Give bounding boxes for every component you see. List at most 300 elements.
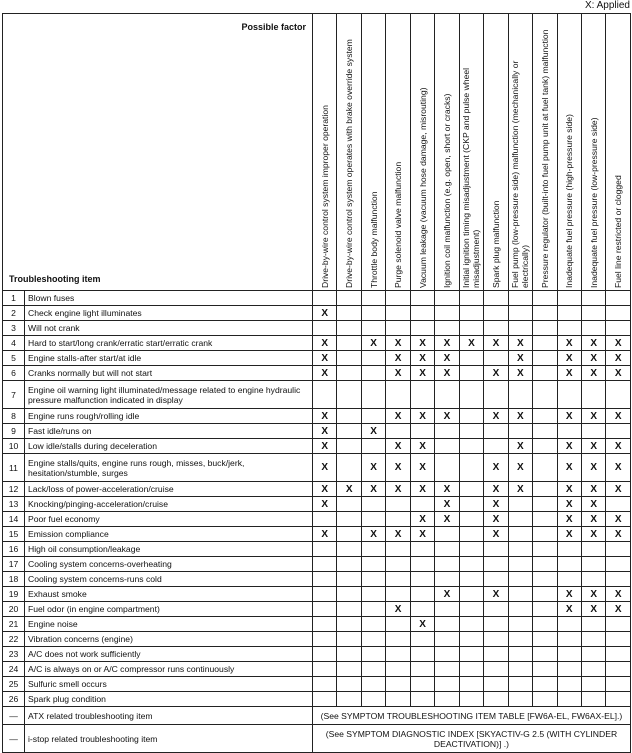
mark-cell: X <box>484 409 508 424</box>
mark-cell <box>361 557 385 572</box>
mark-cell <box>361 572 385 587</box>
mark-cell <box>459 587 483 602</box>
mark-cell <box>337 647 361 662</box>
row-number: 21 <box>3 617 25 632</box>
mark-cell <box>337 692 361 707</box>
mark-cell: X <box>386 409 410 424</box>
mark-cell <box>410 677 434 692</box>
mark-cell <box>361 497 385 512</box>
table-row <box>3 424 631 439</box>
mark-cell <box>606 677 630 692</box>
mark-cell: X <box>508 439 532 454</box>
mark-cell <box>484 424 508 439</box>
mark-cell <box>361 321 385 336</box>
mark-cell <box>557 572 581 587</box>
mark-cell <box>557 291 581 306</box>
table-row <box>3 439 631 454</box>
factor-label: Pressure regulator (built-into fuel pump unit at fuel tank) malfunction <box>539 29 550 288</box>
mark-cell: X <box>484 512 508 527</box>
table-row <box>3 557 631 572</box>
factor-label: Initial ignition timing misadjustment (CKP and pulse wheel misadjustment) <box>461 67 482 288</box>
troubleshooting-item-label: Troubleshooting item <box>9 274 101 284</box>
mark-cell <box>508 572 532 587</box>
mark-cell <box>508 497 532 512</box>
row-item: Low idle/stalls during deceleration <box>25 439 313 454</box>
mark-cell <box>459 381 483 409</box>
row-item: Engine noise <box>25 617 313 632</box>
mark-cell: X <box>557 439 581 454</box>
mark-cell: X <box>606 482 630 497</box>
mark-cell: X <box>410 512 434 527</box>
mark-cell <box>361 409 385 424</box>
mark-cell <box>361 512 385 527</box>
mark-cell: X <box>435 366 459 381</box>
mark-cell <box>606 662 630 677</box>
mark-cell <box>361 647 385 662</box>
mark-cell: X <box>386 527 410 542</box>
mark-cell <box>533 454 557 482</box>
mark-cell <box>508 602 532 617</box>
mark-cell <box>361 662 385 677</box>
mark-cell: X <box>606 351 630 366</box>
row-number: 11 <box>3 454 25 482</box>
mark-cell <box>337 439 361 454</box>
table-row <box>3 602 631 617</box>
mark-cell <box>484 291 508 306</box>
factor-label: Spark plug malfunction <box>490 200 501 288</box>
factor-label: Fuel line restricted or clogged <box>613 175 624 288</box>
factor-header <box>435 14 459 291</box>
mark-cell <box>435 647 459 662</box>
mark-cell: X <box>313 439 337 454</box>
mark-cell: X <box>386 602 410 617</box>
mark-cell: X <box>508 366 532 381</box>
row-number: 25 <box>3 677 25 692</box>
mark-cell <box>508 321 532 336</box>
mark-cell: X <box>606 454 630 482</box>
mark-cell <box>508 647 532 662</box>
mark-cell <box>337 512 361 527</box>
mark-cell <box>581 542 605 557</box>
mark-cell: X <box>581 439 605 454</box>
mark-cell <box>386 632 410 647</box>
mark-cell <box>533 527 557 542</box>
factor-label: Inadequate fuel pressure (high-pressure side) <box>564 114 575 288</box>
mark-cell: X <box>557 482 581 497</box>
mark-cell <box>557 662 581 677</box>
factor-header <box>533 14 557 291</box>
mark-cell: X <box>410 527 434 542</box>
mark-cell: X <box>557 602 581 617</box>
row-number: 6 <box>3 366 25 381</box>
mark-cell <box>410 602 434 617</box>
mark-cell <box>533 306 557 321</box>
mark-cell <box>313 692 337 707</box>
mark-cell <box>386 512 410 527</box>
mark-cell: X <box>361 454 385 482</box>
table-row <box>3 527 631 542</box>
mark-cell <box>337 336 361 351</box>
mark-cell <box>313 321 337 336</box>
mark-cell <box>484 632 508 647</box>
mark-cell <box>435 557 459 572</box>
row-item: Vibration concerns (engine) <box>25 632 313 647</box>
mark-cell: X <box>313 351 337 366</box>
mark-cell <box>459 306 483 321</box>
mark-cell: X <box>410 454 434 482</box>
factor-header <box>606 14 630 291</box>
mark-cell: X <box>410 351 434 366</box>
factor-label: Purge solenoid valve malfunction <box>393 161 404 288</box>
mark-cell <box>557 321 581 336</box>
mark-cell: X <box>484 497 508 512</box>
mark-cell <box>533 366 557 381</box>
header-corner <box>3 14 313 291</box>
see-reference-link[interactable]: (See SYMPTOM TROUBLESHOOTING ITEM TABLE [FW6A-EL, FW6AX-EL].) <box>313 707 631 725</box>
mark-cell <box>361 587 385 602</box>
mark-cell <box>557 692 581 707</box>
troubleshooting-table-wrapper <box>2 13 631 753</box>
possible-factor-label: Possible factor <box>241 22 306 32</box>
table-row <box>3 497 631 512</box>
mark-cell <box>484 647 508 662</box>
troubleshooting-table <box>2 13 631 753</box>
mark-cell: X <box>361 336 385 351</box>
mark-cell <box>533 542 557 557</box>
mark-cell <box>508 291 532 306</box>
mark-cell <box>581 647 605 662</box>
factor-header <box>581 14 605 291</box>
row-number: — <box>3 725 25 753</box>
row-item: Fuel odor (in engine compartment) <box>25 602 313 617</box>
mark-cell <box>410 587 434 602</box>
table-row <box>3 291 631 306</box>
mark-cell <box>606 557 630 572</box>
mark-cell <box>386 677 410 692</box>
mark-cell: X <box>581 336 605 351</box>
mark-cell <box>435 306 459 321</box>
mark-cell: X <box>386 482 410 497</box>
row-number: 7 <box>3 381 25 409</box>
mark-cell <box>581 306 605 321</box>
mark-cell <box>313 617 337 632</box>
mark-cell: X <box>313 336 337 351</box>
table-row <box>3 572 631 587</box>
mark-cell: X <box>484 482 508 497</box>
mark-cell <box>337 306 361 321</box>
mark-cell: X <box>337 482 361 497</box>
table-row <box>3 381 631 409</box>
mark-cell <box>410 572 434 587</box>
mark-cell <box>435 602 459 617</box>
mark-cell <box>410 321 434 336</box>
mark-cell <box>361 602 385 617</box>
mark-cell <box>606 617 630 632</box>
mark-cell: X <box>557 527 581 542</box>
reference-row <box>3 725 631 753</box>
mark-cell <box>508 512 532 527</box>
mark-cell <box>313 677 337 692</box>
mark-cell <box>337 366 361 381</box>
mark-cell <box>410 306 434 321</box>
row-item: Blown fuses <box>25 291 313 306</box>
table-row <box>3 351 631 366</box>
mark-cell <box>361 692 385 707</box>
mark-cell <box>313 542 337 557</box>
mark-cell <box>606 321 630 336</box>
mark-cell <box>484 542 508 557</box>
mark-cell <box>508 632 532 647</box>
mark-cell: X <box>435 587 459 602</box>
mark-cell: X <box>361 527 385 542</box>
table-row <box>3 692 631 707</box>
mark-cell <box>557 617 581 632</box>
mark-cell <box>459 424 483 439</box>
legend-applied: X: Applied <box>584 0 630 11</box>
mark-cell <box>508 677 532 692</box>
table-row <box>3 512 631 527</box>
mark-cell: X <box>606 527 630 542</box>
row-item: Cranks normally but will not start <box>25 366 313 381</box>
mark-cell <box>459 497 483 512</box>
mark-cell <box>606 647 630 662</box>
mark-cell: X <box>581 512 605 527</box>
mark-cell <box>361 542 385 557</box>
table-row <box>3 321 631 336</box>
table-row <box>3 542 631 557</box>
mark-cell <box>337 632 361 647</box>
mark-cell <box>557 424 581 439</box>
factor-header <box>337 14 361 291</box>
mark-cell: X <box>410 336 434 351</box>
mark-cell <box>435 381 459 409</box>
mark-cell <box>533 557 557 572</box>
mark-cell <box>459 366 483 381</box>
row-number: 3 <box>3 321 25 336</box>
mark-cell: X <box>606 512 630 527</box>
table-row <box>3 587 631 602</box>
mark-cell <box>435 291 459 306</box>
mark-cell <box>581 692 605 707</box>
mark-cell <box>435 527 459 542</box>
row-number: 19 <box>3 587 25 602</box>
mark-cell <box>410 692 434 707</box>
row-item: Cooling system concerns-overheating <box>25 557 313 572</box>
table-row <box>3 662 631 677</box>
mark-cell: X <box>386 366 410 381</box>
factor-label: Vacuum leakage (vacuum hose damage, misrouting) <box>417 87 428 288</box>
mark-cell <box>459 527 483 542</box>
mark-cell <box>508 527 532 542</box>
mark-cell: X <box>581 366 605 381</box>
mark-cell <box>361 439 385 454</box>
mark-cell <box>410 557 434 572</box>
mark-cell: X <box>313 366 337 381</box>
mark-cell: X <box>313 454 337 482</box>
factor-header <box>361 14 385 291</box>
mark-cell: X <box>435 409 459 424</box>
row-item: Engine oil warning light illuminated/message related to engine hydraulic pressure malfunction indicated in display <box>25 381 313 409</box>
mark-cell <box>606 424 630 439</box>
mark-cell <box>508 424 532 439</box>
mark-cell <box>410 424 434 439</box>
row-item: Check engine light illuminates <box>25 306 313 321</box>
mark-cell: X <box>557 351 581 366</box>
row-number: 26 <box>3 692 25 707</box>
mark-cell <box>386 321 410 336</box>
mark-cell: X <box>361 424 385 439</box>
mark-cell: X <box>435 497 459 512</box>
mark-cell: X <box>508 454 532 482</box>
mark-cell <box>337 662 361 677</box>
mark-cell <box>606 497 630 512</box>
mark-cell: X <box>410 617 434 632</box>
mark-cell <box>313 291 337 306</box>
row-item: Poor fuel economy <box>25 512 313 527</box>
mark-cell: X <box>435 336 459 351</box>
factor-label: Fuel pump (low-pressure side) malfunction (mechanically or electrically) <box>510 60 531 288</box>
mark-cell: X <box>606 587 630 602</box>
mark-cell <box>435 439 459 454</box>
row-number: 22 <box>3 632 25 647</box>
row-item: Hard to start/long crank/erratic start/erratic crank <box>25 336 313 351</box>
mark-cell <box>484 306 508 321</box>
row-item: High oil consumption/leakage <box>25 542 313 557</box>
row-item: A/C does not work sufficiently <box>25 647 313 662</box>
mark-cell: X <box>386 336 410 351</box>
mark-cell <box>435 321 459 336</box>
table-row <box>3 454 631 482</box>
mark-cell <box>581 291 605 306</box>
mark-cell <box>533 336 557 351</box>
mark-cell <box>581 381 605 409</box>
mark-cell <box>459 677 483 692</box>
mark-cell: X <box>581 482 605 497</box>
mark-cell: X <box>313 424 337 439</box>
mark-cell <box>435 632 459 647</box>
mark-cell <box>313 572 337 587</box>
mark-cell: X <box>581 454 605 482</box>
mark-cell <box>386 617 410 632</box>
mark-cell <box>508 381 532 409</box>
mark-cell <box>557 542 581 557</box>
mark-cell <box>484 677 508 692</box>
mark-cell: X <box>581 409 605 424</box>
mark-cell <box>606 291 630 306</box>
mark-cell <box>410 291 434 306</box>
mark-cell <box>361 291 385 306</box>
table-row <box>3 677 631 692</box>
mark-cell <box>313 632 337 647</box>
row-number: 1 <box>3 291 25 306</box>
mark-cell: X <box>508 482 532 497</box>
mark-cell: X <box>508 351 532 366</box>
mark-cell <box>533 439 557 454</box>
mark-cell: X <box>484 587 508 602</box>
row-number: 13 <box>3 497 25 512</box>
mark-cell <box>484 662 508 677</box>
row-number: 18 <box>3 572 25 587</box>
row-number: 14 <box>3 512 25 527</box>
mark-cell <box>606 306 630 321</box>
mark-cell: X <box>410 366 434 381</box>
mark-cell: X <box>557 336 581 351</box>
mark-cell <box>508 617 532 632</box>
mark-cell <box>337 351 361 366</box>
row-item: ATX related troubleshooting item <box>25 707 313 725</box>
mark-cell <box>533 602 557 617</box>
mark-cell: X <box>410 482 434 497</box>
mark-cell <box>459 542 483 557</box>
see-reference-link[interactable]: (See SYMPTOM DIAGNOSTIC INDEX [SKYACTIV-G 2.5 (WITH CYLINDER DEACTIVATION)] .) <box>313 725 631 753</box>
mark-cell <box>484 439 508 454</box>
mark-cell <box>459 617 483 632</box>
row-number: — <box>3 707 25 725</box>
mark-cell <box>386 542 410 557</box>
mark-cell <box>581 662 605 677</box>
mark-cell <box>606 692 630 707</box>
mark-cell <box>508 557 532 572</box>
row-number: 12 <box>3 482 25 497</box>
row-item: A/C is always on or A/C compressor runs continuously <box>25 662 313 677</box>
mark-cell <box>581 557 605 572</box>
mark-cell <box>533 351 557 366</box>
row-item: Sulfuric smell occurs <box>25 677 313 692</box>
mark-cell <box>581 632 605 647</box>
mark-cell <box>581 617 605 632</box>
row-number: 16 <box>3 542 25 557</box>
mark-cell <box>581 677 605 692</box>
mark-cell: X <box>557 497 581 512</box>
mark-cell <box>533 512 557 527</box>
mark-cell: X <box>581 351 605 366</box>
mark-cell <box>435 424 459 439</box>
row-item: Lack/loss of power-acceleration/cruise <box>25 482 313 497</box>
mark-cell <box>533 381 557 409</box>
mark-cell: X <box>313 527 337 542</box>
mark-cell: X <box>410 439 434 454</box>
factor-label: Drive-by-wire control system operates with brake override system <box>344 39 355 288</box>
mark-cell <box>386 381 410 409</box>
mark-cell <box>581 321 605 336</box>
mark-cell <box>459 602 483 617</box>
row-number: 23 <box>3 647 25 662</box>
row-item: Emission compliance <box>25 527 313 542</box>
mark-cell: X <box>581 497 605 512</box>
mark-cell: X <box>484 366 508 381</box>
mark-cell <box>337 677 361 692</box>
factor-header <box>313 14 337 291</box>
mark-cell: X <box>508 409 532 424</box>
mark-cell <box>361 351 385 366</box>
mark-cell <box>361 632 385 647</box>
mark-cell <box>557 557 581 572</box>
mark-cell <box>410 542 434 557</box>
mark-cell: X <box>484 454 508 482</box>
factor-header <box>459 14 483 291</box>
mark-cell <box>313 602 337 617</box>
mark-cell: X <box>361 482 385 497</box>
mark-cell <box>410 381 434 409</box>
mark-cell <box>337 587 361 602</box>
mark-cell <box>508 587 532 602</box>
mark-cell <box>557 677 581 692</box>
mark-cell <box>410 632 434 647</box>
mark-cell <box>581 424 605 439</box>
mark-cell: X <box>435 512 459 527</box>
mark-cell: X <box>459 336 483 351</box>
mark-cell: X <box>557 454 581 482</box>
